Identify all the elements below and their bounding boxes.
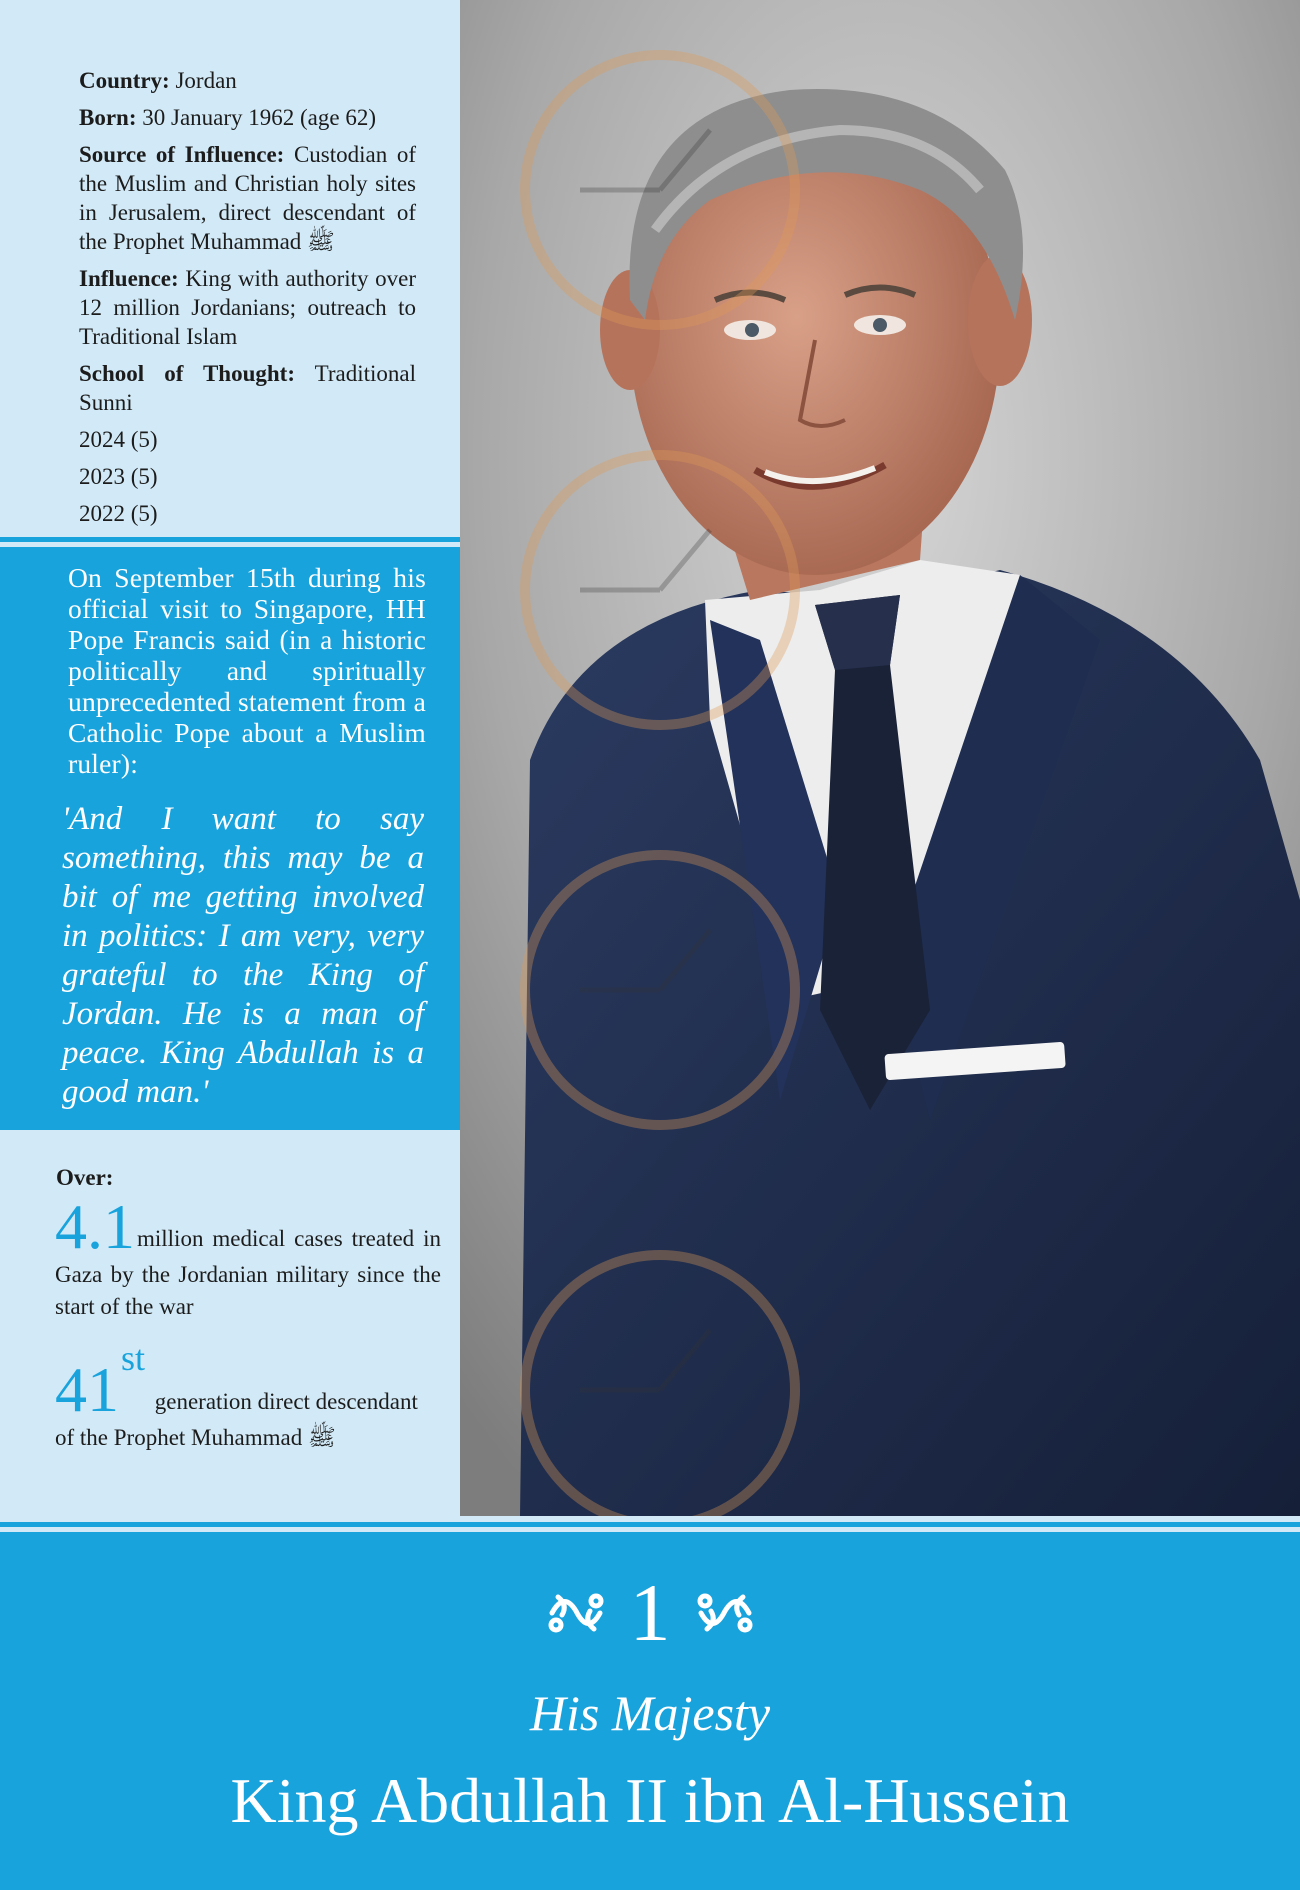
info-panel <box>0 0 460 537</box>
influence-value: King with authority over 12 million Jordanians; outreach to Traditional Islam <box>79 266 417 349</box>
divider-bottom-quote <box>0 1125 460 1135</box>
fleur-ornament-icon <box>693 1581 757 1645</box>
country-label: Country: <box>79 68 170 93</box>
person-name: King Abdullah II ibn Al-Hussein <box>230 1765 1070 1836</box>
born-label: Born: <box>79 105 137 130</box>
ranking-2024: 2024 (5) <box>79 427 158 452</box>
ranking-2023: 2023 (5) <box>79 464 158 489</box>
school-value: Traditional Sunni <box>79 361 416 415</box>
divider-banner <box>0 1516 1300 1532</box>
pope-quote: 'And I want to say something, this may be a bit of me getting involved in politics: I am very, very grateful to the King of Jordan. He is a man of peace. King Abdullah is a good man.' <box>62 801 424 1110</box>
school-row <box>79 359 416 417</box>
stat2-text: generation direct descendant of the Prophet Muhammad ﷺ <box>55 1389 418 1450</box>
source-value: Custodian of the Muslim and Christian holy sites in Jerusalem, direct descendant of the Prophet Muhammad ﷺ <box>79 142 416 254</box>
portrait-illustration <box>460 0 1300 1516</box>
profile-facts <box>79 66 416 536</box>
stat2-suffix: st <box>121 1338 146 1379</box>
fleur-ornament-icon <box>544 1581 608 1645</box>
influence-label: Influence: <box>79 266 179 291</box>
divider-top-quote <box>0 537 460 552</box>
influence-row <box>79 264 416 351</box>
stat1-number: 4.1 <box>55 1191 135 1262</box>
source-label: Source of Influence: <box>79 142 285 167</box>
stat-medical-cases <box>55 1191 441 1323</box>
honorific-title: His Majesty <box>529 1685 771 1741</box>
stat1-text: million medical cases treated in Gaza by the Jordanian military since the start of the war <box>55 1226 441 1319</box>
quote-panel <box>0 552 460 1125</box>
stat2-number: 41 <box>55 1354 119 1425</box>
born-row <box>79 103 416 132</box>
rank-number: 1 <box>629 1567 671 1658</box>
name-banner <box>0 1532 1300 1890</box>
school-label: School of Thought: <box>79 361 295 386</box>
ranking-2022: 2022 (5) <box>79 501 158 526</box>
country-value: Jordan <box>175 68 237 93</box>
stats-panel <box>0 1140 460 1514</box>
country-row <box>79 66 416 95</box>
source-row <box>79 140 416 256</box>
stat-generation <box>55 1338 441 1454</box>
born-value: 30 January 1962 (age 62) <box>142 105 377 130</box>
rank-row <box>0 1567 1300 1658</box>
over-label: Over: <box>56 1165 114 1190</box>
quote-intro: On September 15th during his official visit to Singapore, HH Pope Francis said (in a historic politically and spiritually unprecedented statement from a Catholic Pope about a Muslim ruler): <box>68 562 426 779</box>
king-portrait <box>460 0 1300 1516</box>
